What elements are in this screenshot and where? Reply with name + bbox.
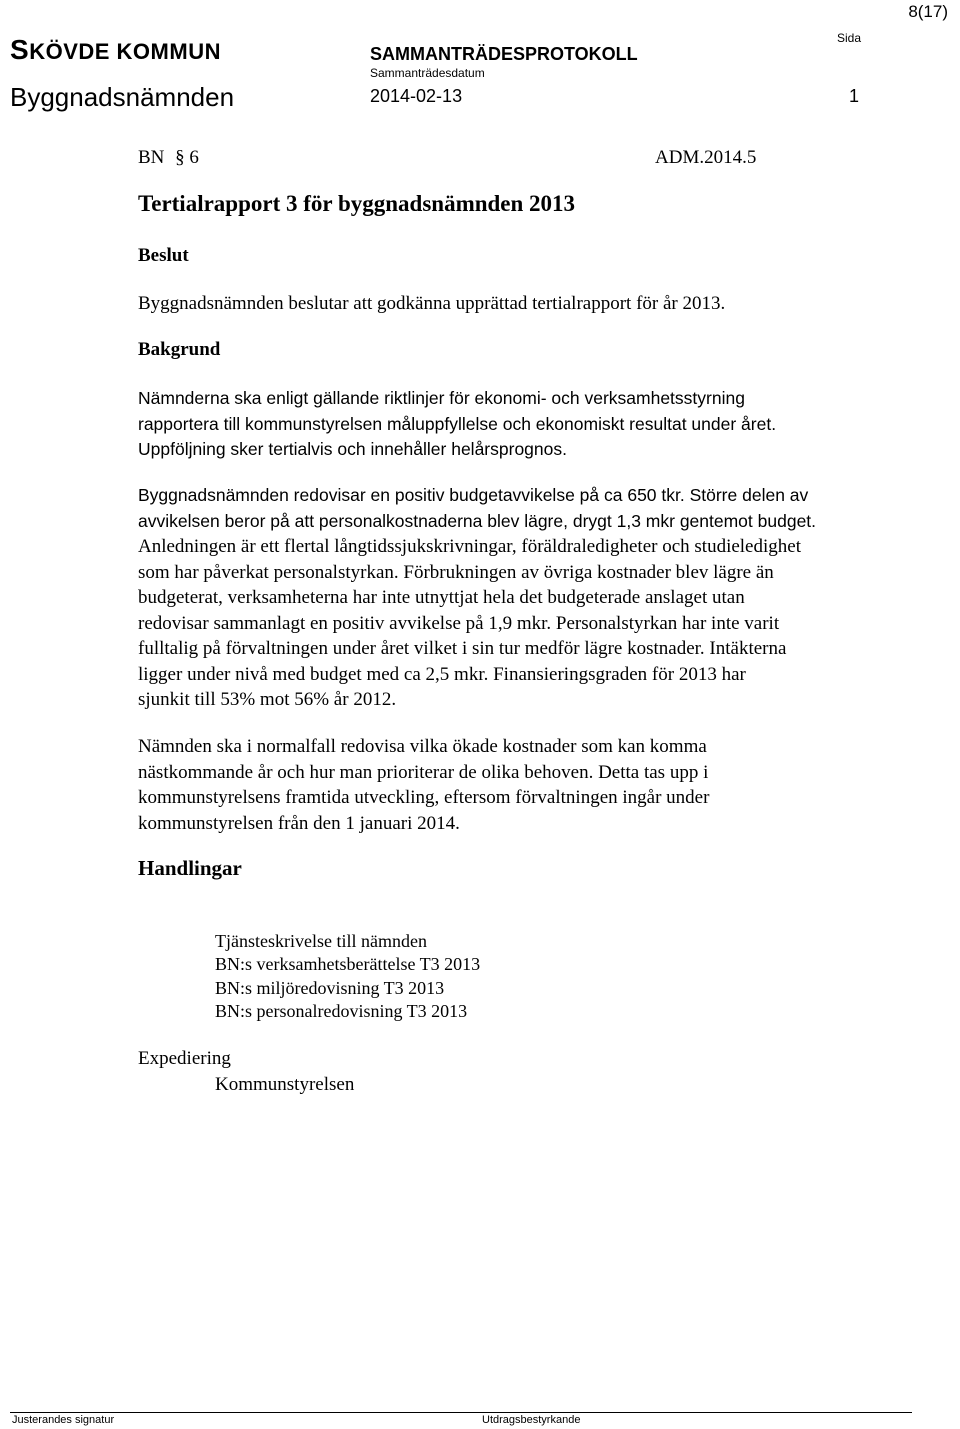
text-line: Uppföljning sker tertialvis och innehåller helårsprognos. xyxy=(138,439,567,459)
decision-heading: Beslut xyxy=(138,245,189,266)
background-paragraph-2 xyxy=(138,483,816,713)
text-line: nästkommande år och hur man prioriterar de olika behoven. Detta tas upp i xyxy=(138,761,709,783)
text-line: Anledningen är ett flertal långtidssjukskrivningar, föräldraledigheter och studieledighet xyxy=(138,536,801,557)
decision-text: Byggnadsnämnden beslutar att godkänna upprättad tertialrapport för år 2013. xyxy=(138,293,726,314)
page-label: Sida xyxy=(837,31,862,45)
text-line: kommunstyrelsens framtida utveckling, eftersom förvaltningen ingår under xyxy=(138,787,710,808)
case-reference xyxy=(138,147,199,169)
municipality-logo xyxy=(10,36,221,64)
section-number: 6 xyxy=(189,147,199,168)
background-heading: Bakgrund xyxy=(138,339,221,360)
document-item: Tjänsteskrivelse till nämnden xyxy=(215,931,427,951)
case-title: Tertialrapport 3 för byggnadsnämnden 2013 xyxy=(138,191,576,216)
text-line: rapportera till kommunstyrelsen måluppfyllelse och ekonomiskt resultat under året. xyxy=(138,413,777,434)
page-counter: 8(17) xyxy=(908,2,948,21)
logo-text: KÖVDE KOMMUN xyxy=(29,39,221,64)
section-sign: § xyxy=(175,147,185,168)
text-line: avvikelsen beror på att personalkostnaderna blev lägre, drygt 1,3 mkr gentemot budget. xyxy=(138,510,817,531)
page-number: 1 xyxy=(849,86,860,106)
text-line: Nämnderna ska enligt gällande riktlinjer för ekonomi- och verksamhetsstyrning xyxy=(138,388,745,408)
documents-heading: Handlingar xyxy=(138,856,242,880)
text-line: redovisar sammanlagt en positiv avvikelse på 1,9 mkr. Personalstyrkan har inte varit xyxy=(138,612,780,634)
text-line: sjunkit till 53% mot 56% år 2012. xyxy=(138,689,397,710)
document-item: BN:s miljöredovisning T3 2013 xyxy=(215,977,445,998)
footer-divider xyxy=(10,1412,912,1413)
committee-name: Byggnadsnämnden xyxy=(10,82,235,112)
case-prefix: BN xyxy=(138,147,165,168)
distribution-recipient: Kommunstyrelsen xyxy=(215,1074,355,1095)
extract-certification-label: Utdragsbestyrkande xyxy=(482,1414,581,1426)
meeting-date: 2014-02-13 xyxy=(370,86,463,106)
background-paragraph-1 xyxy=(138,386,776,463)
meeting-date-label: Sammanträdesdatum xyxy=(370,66,485,80)
logo-initial: S xyxy=(10,34,30,65)
text-line: ligger under nivå med budget med ca 2,5 mkr. Finansieringsgraden för 2013 har xyxy=(138,663,746,685)
document-item: BN:s verksamhetsberättelse T3 2013 xyxy=(215,954,481,975)
document-type: SAMMANTRÄDESPROTOKOLL xyxy=(370,44,638,64)
text-line: som har påverkat personalstyrkan. Förbrukningen av övriga kostnader blev lägre än xyxy=(138,561,774,583)
signature-label: Justerandes signatur xyxy=(12,1414,115,1426)
distribution-label: Expediering xyxy=(138,1048,231,1069)
background-paragraph-3 xyxy=(138,734,709,836)
text-line: kommunstyrelsen från den 1 januari 2014. xyxy=(138,812,460,834)
text-line: fulltalig på förvaltningen under året vilket i sin tur medför lägre kostnader. Intäkterna xyxy=(138,638,787,659)
documents-list xyxy=(215,930,480,1023)
text-line: Byggnadsnämnden redovisar en positiv budgetavvikelse på ca 650 tkr. Större delen av xyxy=(138,485,809,505)
diarie-number: ADM.2014.5 xyxy=(655,147,757,168)
text-line: budgeterat, verksamheterna har inte utnyttjat hela det budgeterade anslaget utan xyxy=(138,587,745,608)
document-item: BN:s personalredovisning T3 2013 xyxy=(215,1000,468,1021)
text-line: Nämnden ska i normalfall redovisa vilka ökade kostnader som kan komma xyxy=(138,736,707,757)
